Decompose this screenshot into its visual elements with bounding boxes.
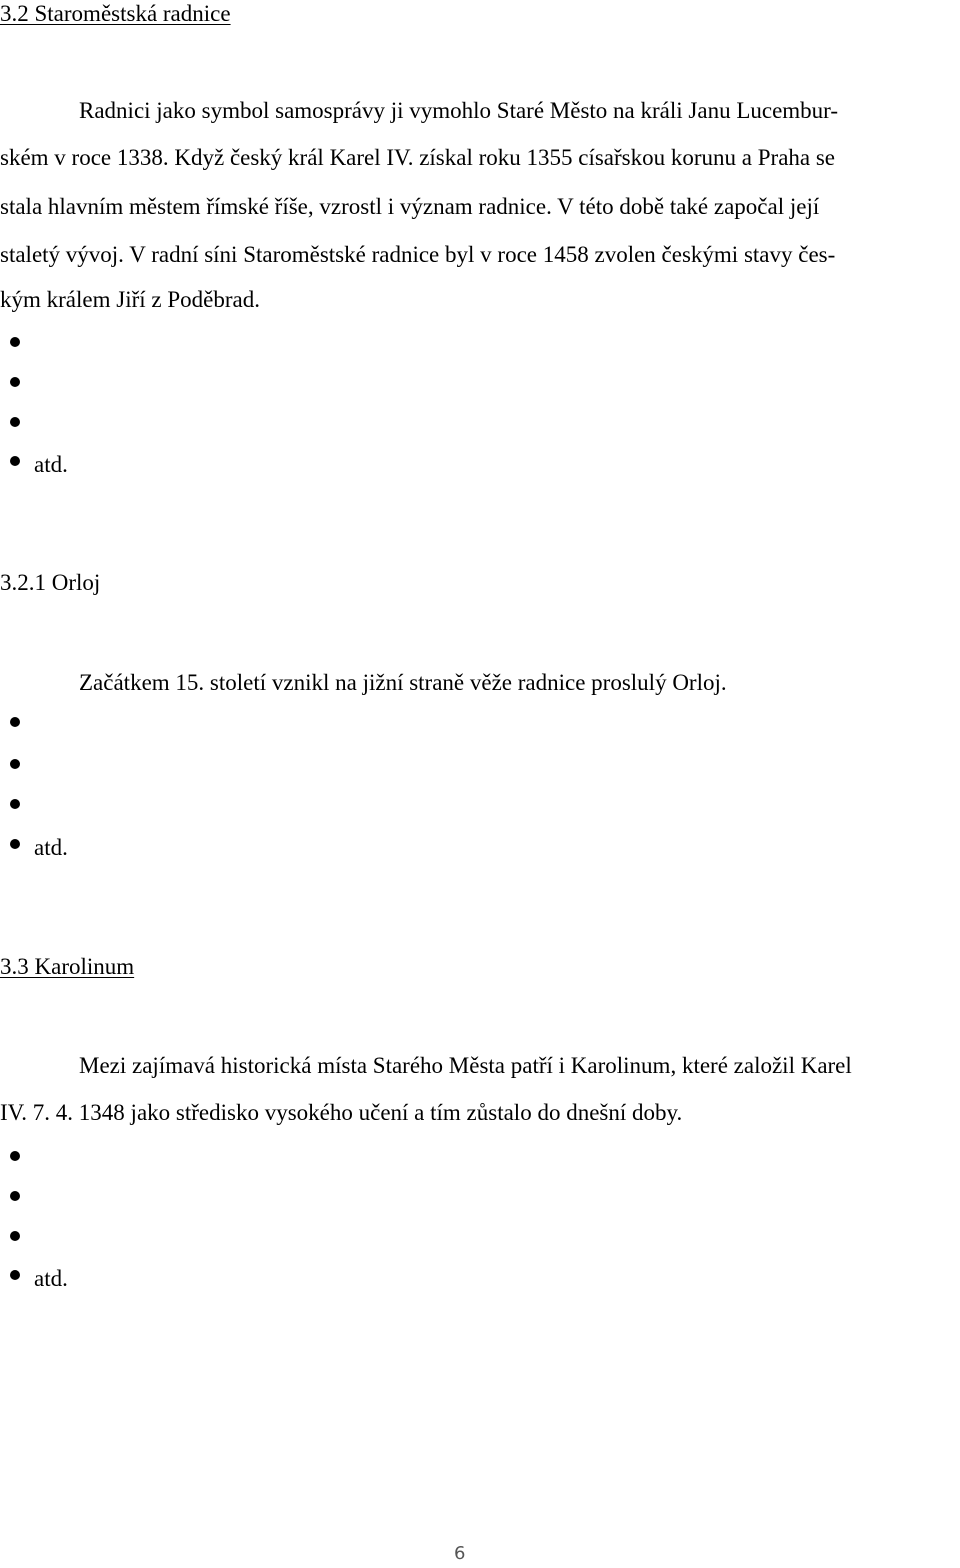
bullet-icon xyxy=(10,1151,20,1161)
subsection-heading: 3.2.1 Orloj xyxy=(0,570,101,595)
bullet-icon xyxy=(10,456,20,466)
bullet-text: atd. xyxy=(34,835,68,860)
bullet-icon xyxy=(10,337,20,347)
bullet-icon xyxy=(10,1270,20,1280)
bullet-icon xyxy=(10,1191,20,1201)
paragraph-line: IV. 7. 4. 1348 jako středisko vysokého učení a tím zůstalo do dnešní doby. xyxy=(0,1100,683,1125)
bullet-text: atd. xyxy=(34,452,68,477)
bullet-icon xyxy=(10,759,20,769)
bullet-icon xyxy=(10,839,20,849)
paragraph-line: kým králem Jiří z Poděbrad. xyxy=(0,287,260,312)
paragraph-line: Mezi zajímavá historická místa Starého Města patří i Karolinum, které založil Karel xyxy=(79,1053,852,1078)
paragraph-line: staletý vývoj. V radní síni Staroměstské radnice byl v roce 1458 zvolen českými stavy čes- xyxy=(0,242,836,267)
paragraph-line: Začátkem 15. století vznikl na jižní straně věže radnice proslulý Orloj. xyxy=(79,670,727,695)
bullet-icon xyxy=(10,799,20,809)
bullet-icon xyxy=(10,1231,20,1241)
paragraph-line: stala hlavním městem římské říše, vzrostl i význam radnice. V této době také započal její xyxy=(0,194,820,219)
bullet-icon xyxy=(10,377,20,387)
paragraph-line: ském v roce 1338. Když český král Karel IV. získal roku 1355 císařskou korunu a Praha se xyxy=(0,145,836,170)
bullet-icon xyxy=(10,717,20,727)
bullet-text: atd. xyxy=(34,1266,68,1291)
section-heading: 3.3 Karolinum xyxy=(0,954,135,979)
page-number: 6 xyxy=(454,1543,466,1564)
bullet-icon xyxy=(10,417,20,427)
paragraph-line: Radnici jako symbol samosprávy ji vymohlo Staré Město na králi Janu Lucembur- xyxy=(79,98,839,123)
section-heading: 3.2 Staroměstská radnice xyxy=(0,1,231,26)
